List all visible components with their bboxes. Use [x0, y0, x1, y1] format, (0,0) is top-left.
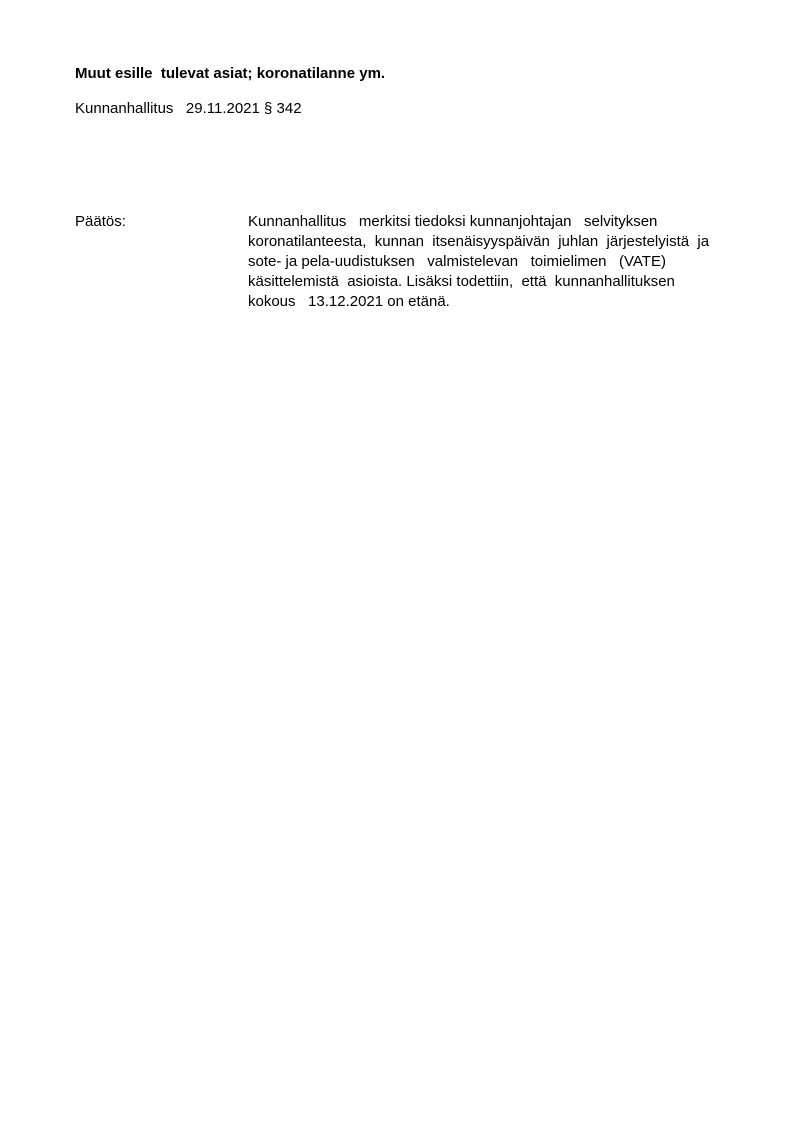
decision-text-line: käsittelemistä asioista. Lisäksi todettiin, että kunnanhallituksen — [248, 273, 675, 290]
decision-text-line: kokous 13.12.2021 on etänä. — [248, 293, 450, 310]
decision-text — [248, 212, 709, 312]
decision-label: Päätös: — [75, 213, 126, 230]
section-title: Muut esille tulevat asiat; koronatilanne ym. — [75, 65, 386, 82]
meeting-reference: Kunnanhallitus 29.11.2021 § 342 — [75, 100, 302, 117]
decision-text-line: Kunnanhallitus merkitsi tiedoksi kunnanjohtajan selvityksen — [248, 213, 658, 230]
decision-text-line: sote- ja pela-uudistuksen valmistelevan toimielimen (VATE) — [248, 253, 666, 270]
decision-text-line: koronatilanteesta, kunnan itsenäisyyspäivän juhlan järjestelyistä ja — [248, 233, 710, 250]
